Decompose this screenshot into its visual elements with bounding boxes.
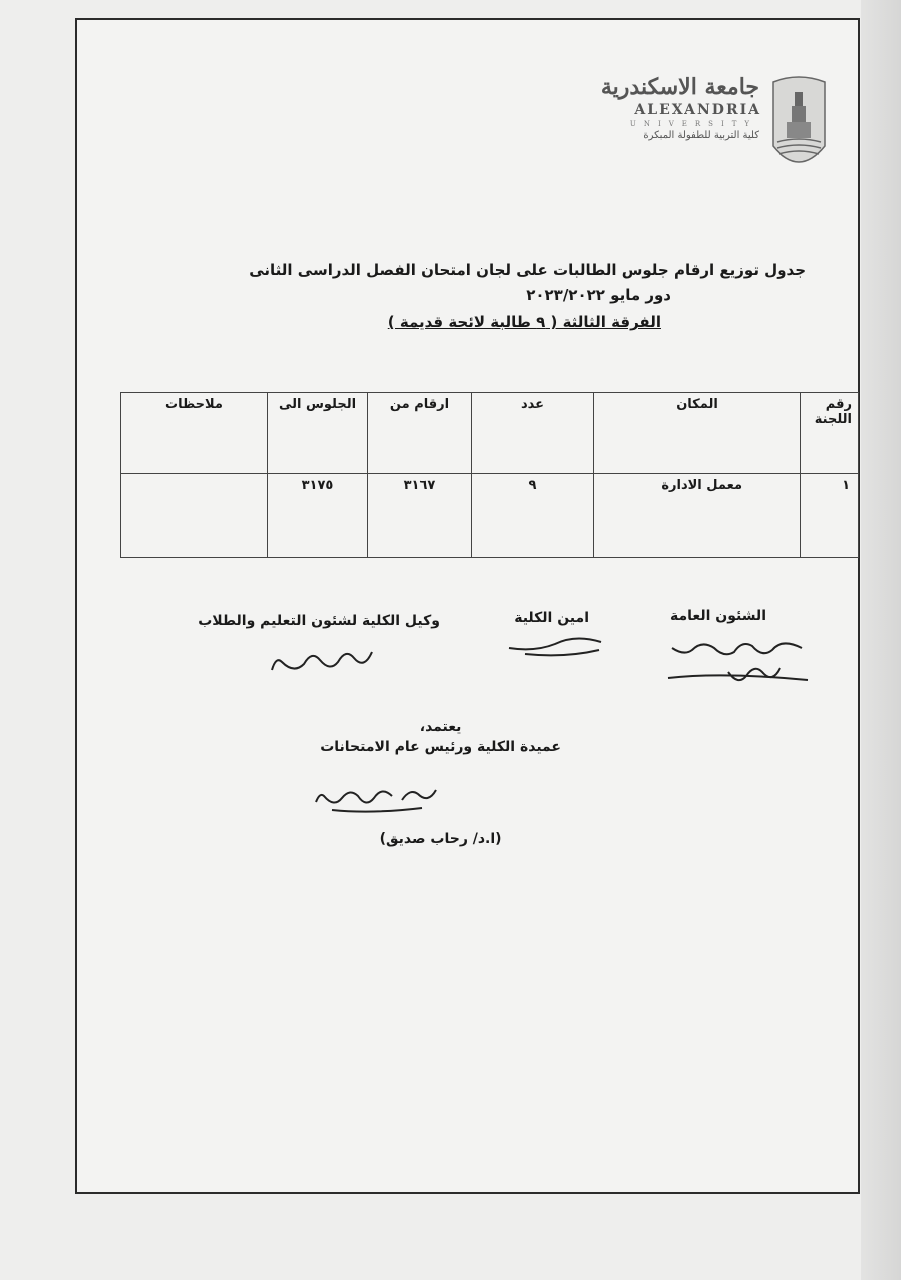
faculty-secretary-title: امين الكلية <box>514 610 589 626</box>
table-header-row <box>121 393 859 474</box>
vice-dean-title: وكيل الكلية لشئون التعليم والطلاب <box>198 613 440 629</box>
cell-place: معمل الادارة <box>594 474 801 558</box>
general-affairs-title: الشئون العامة <box>670 608 766 624</box>
vice-dean-signature-icon <box>268 640 378 680</box>
document-title-line1: جدول توزيع ارقام جلوس الطالبات على لجان امتحان الفصل الدراسى الثانى <box>249 261 806 279</box>
header-committee-no: رقم اللجنة <box>801 393 859 474</box>
header-seats-to: الجلوس الى <box>268 393 368 474</box>
page-shadow-edge <box>861 0 901 1280</box>
approval-name: (ا.د/ رحاب صديق) <box>379 831 502 847</box>
seating-table <box>120 392 859 558</box>
university-logo <box>600 74 829 174</box>
dean-signature-icon <box>312 782 442 816</box>
logo-arabic-name: جامعة الاسكندرية <box>600 74 759 100</box>
document-page <box>75 18 860 1194</box>
general-affairs-signature-icon <box>662 628 812 698</box>
logo-english-sub: UNIVERSITY <box>629 120 757 128</box>
header-notes: ملاحظات <box>121 393 268 474</box>
cell-notes <box>121 474 268 558</box>
document-title-line2: دور مايو ٢٠٢٣/٢٠٢٢ <box>526 286 671 304</box>
header-count: عدد <box>472 393 594 474</box>
logo-faculty-name: كلية التربية للطفولة المبكرة <box>643 130 759 141</box>
logo-english-name: ALEXANDRIA <box>634 102 761 118</box>
lighthouse-emblem-icon <box>769 74 829 174</box>
faculty-secretary-signature-icon <box>505 632 605 662</box>
document-title-line3: الفرقة الثالثة ( ٩ طالبة لائحة قديمة ) <box>387 313 661 331</box>
cell-from: ٣١٦٧ <box>368 474 472 558</box>
approval-label: يعتمد، <box>419 719 462 735</box>
cell-committee-no: ١ <box>801 474 859 558</box>
cell-to: ٣١٧٥ <box>268 474 368 558</box>
header-numbers-from: ارقام من <box>368 393 472 474</box>
header-place: المكان <box>594 393 801 474</box>
approval-role: عميدة الكلية ورئيس عام الامتحانات <box>320 739 561 755</box>
table-row <box>121 474 859 558</box>
cell-count: ٩ <box>472 474 594 558</box>
